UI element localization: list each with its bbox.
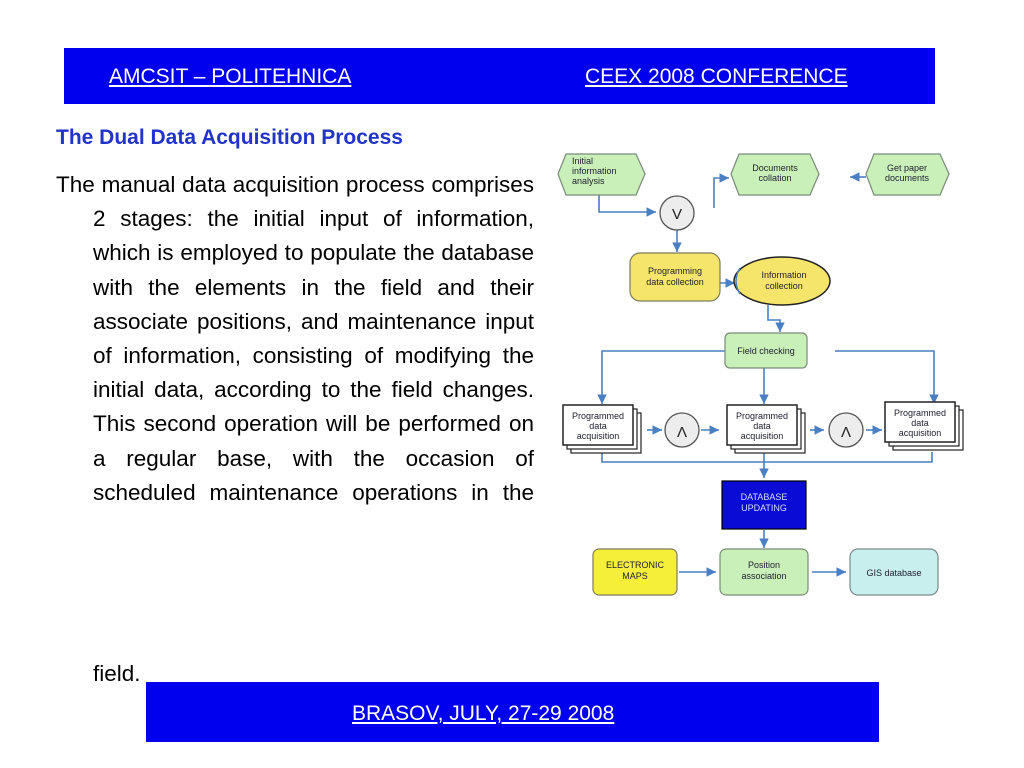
programmed-data-acquisition-middle bbox=[727, 405, 805, 453]
svg-text:Programmingdata collection bbox=[646, 266, 704, 287]
pda-right-line1: Programmed bbox=[893, 408, 947, 418]
docs-collation-line2: collation bbox=[758, 173, 792, 183]
gis-database-node bbox=[850, 549, 938, 595]
pda-right-line3: acquisition bbox=[898, 428, 942, 438]
svg-text:Informationcollection bbox=[761, 270, 806, 291]
svg-text:Get paperdocuments bbox=[885, 163, 930, 183]
pda-mid-line3: acquisition bbox=[740, 431, 784, 441]
and-operator-2 bbox=[829, 413, 863, 447]
body-paragraph-end: field. bbox=[93, 661, 141, 686]
electronic-maps-line2: MAPS bbox=[622, 571, 648, 581]
programming-line1: Programming bbox=[647, 266, 703, 276]
programmed-data-acquisition-left bbox=[563, 405, 641, 453]
database-updating-node bbox=[722, 481, 806, 529]
and-symbol-2: Λ bbox=[840, 424, 852, 441]
field-checking-node bbox=[725, 333, 807, 368]
info-collection-line1: Information bbox=[761, 270, 807, 280]
get-paper-documents-node bbox=[866, 154, 949, 195]
pda-left-line3: acquisition bbox=[576, 431, 620, 441]
or-operator bbox=[660, 196, 694, 230]
position-assoc-line1: Position bbox=[747, 560, 781, 570]
position-assoc-line2: association bbox=[741, 571, 787, 581]
pda-right-line2: data bbox=[911, 418, 929, 428]
slide-title: The Dual Data Acquisition Process bbox=[56, 126, 403, 149]
header-banner bbox=[64, 48, 935, 104]
db-updating-line1: DATABASE bbox=[740, 492, 788, 502]
electronic-maps-node bbox=[593, 549, 677, 595]
get-paper-line2: documents bbox=[884, 173, 930, 183]
get-paper-line1: Get paper bbox=[886, 163, 928, 173]
programmed-data-acquisition-right bbox=[885, 402, 963, 450]
info-collection-line2: collection bbox=[765, 281, 803, 291]
initial-info-line1: Initial bbox=[572, 156, 594, 166]
initial-information-analysis-node bbox=[558, 154, 645, 195]
position-association-node bbox=[720, 549, 808, 595]
header-left-link[interactable]: AMCSIT – POLITEHNICA bbox=[109, 65, 352, 88]
footer-banner bbox=[146, 682, 879, 742]
docs-collation-line1: Documents bbox=[752, 163, 798, 173]
electronic-maps-line1: ELECTRONIC bbox=[605, 560, 665, 570]
footer-link[interactable]: BRASOV, JULY, 27-29 2008 bbox=[352, 702, 615, 725]
programming-data-collection-node bbox=[630, 253, 720, 301]
information-collection-node bbox=[734, 257, 830, 305]
process-flow-diagram bbox=[554, 140, 974, 610]
and-operator-1 bbox=[665, 413, 699, 447]
pda-mid-line2: data bbox=[753, 421, 771, 431]
pda-mid-line1: Programmed bbox=[735, 411, 789, 421]
initial-info-line3: analysis bbox=[572, 176, 605, 186]
and-symbol-1: Λ bbox=[676, 424, 688, 441]
pda-left-line1: Programmed bbox=[571, 411, 625, 421]
body-paragraph: The manual data acquisition process comprises 2 stages: the initial input of information, which is employed to populate the database with the elements in the field and their associate positions, and maintenance input of information, consisting of modifying the initial data, according to the field changes. This second operation will be performed on a regular base, with the occasion of scheduled maintenance operations in the bbox=[56, 172, 534, 505]
documents-collation-node bbox=[731, 154, 819, 195]
svg-text:Positionassociation bbox=[741, 560, 786, 581]
svg-text:Documentscollation bbox=[752, 163, 798, 183]
gis-database-label: GIS database bbox=[866, 568, 922, 578]
pda-left-line2: data bbox=[589, 421, 607, 431]
or-symbol: V bbox=[671, 206, 683, 223]
header-right-link[interactable]: CEEX 2008 CONFERENCE bbox=[585, 65, 848, 88]
field-checking-label: Field checking bbox=[737, 346, 795, 356]
initial-info-line2: information bbox=[572, 166, 617, 176]
svg-text:DATABASEUPDATING bbox=[741, 492, 788, 513]
programming-line2: data collection bbox=[646, 277, 704, 287]
db-updating-line2: UPDATING bbox=[741, 503, 787, 513]
